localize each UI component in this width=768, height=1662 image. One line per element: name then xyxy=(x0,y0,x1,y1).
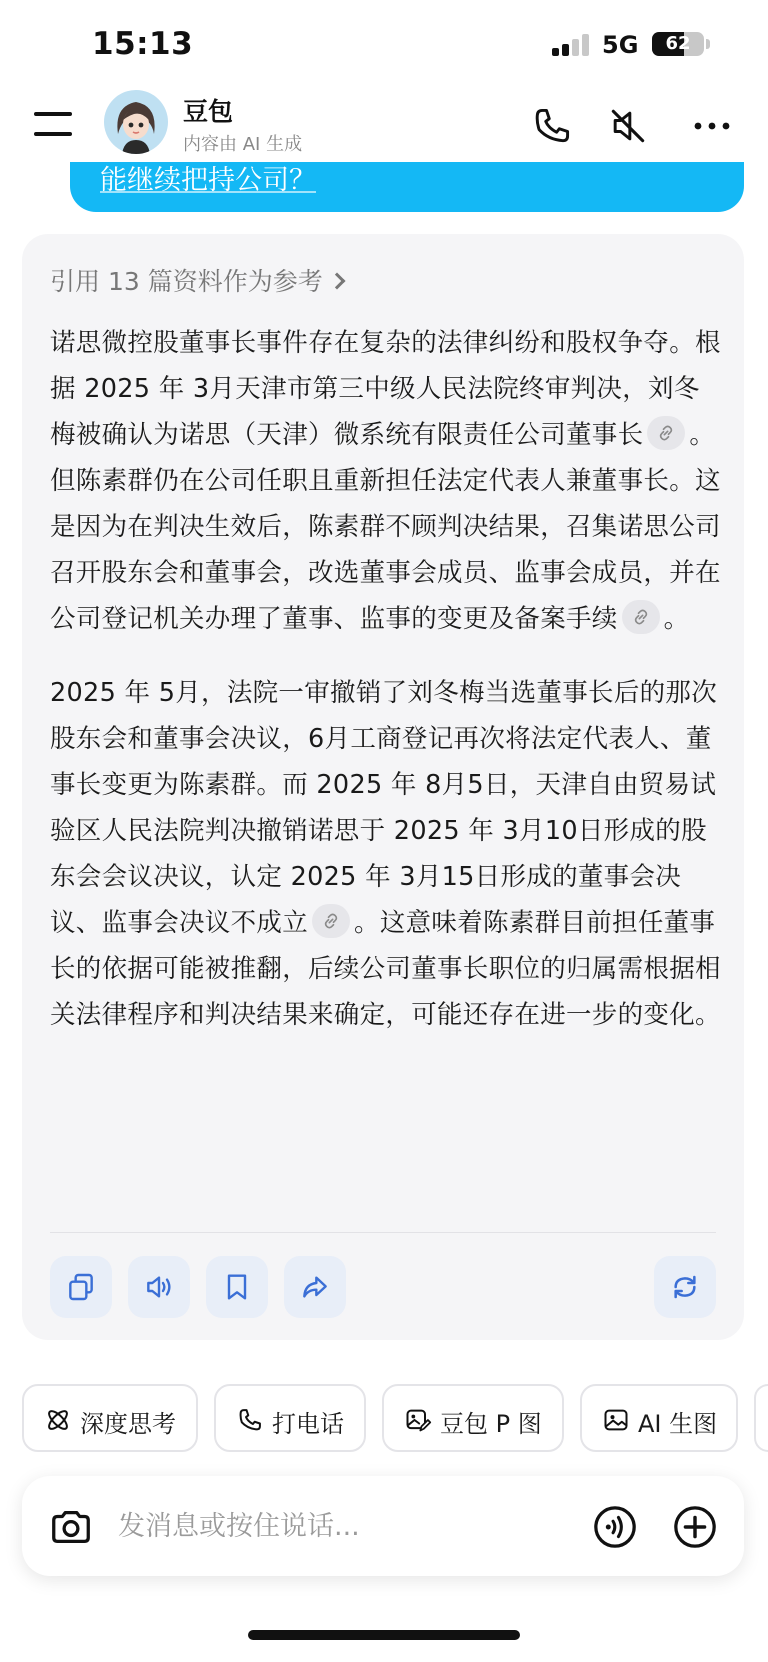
avatar[interactable] xyxy=(104,90,168,154)
bot-name: 豆包 xyxy=(183,97,234,126)
citation-button[interactable] xyxy=(312,904,350,938)
chip-more-offscreen[interactable] xyxy=(754,1384,768,1452)
voice-input-button[interactable] xyxy=(592,1504,638,1550)
copy-icon xyxy=(65,1271,97,1303)
chip-label: 打电话 xyxy=(272,1410,344,1438)
atom-icon xyxy=(44,1406,72,1434)
chip-label: 豆包 P 图 xyxy=(440,1410,542,1438)
ai-generated-label: 内容由 AI 生成 xyxy=(183,134,303,155)
speaker-icon xyxy=(143,1271,175,1303)
menu-icon[interactable] xyxy=(34,108,72,138)
share-button[interactable] xyxy=(284,1256,346,1318)
add-attachment-button[interactable] xyxy=(672,1504,718,1550)
references-link[interactable] xyxy=(50,262,343,298)
copy-button[interactable] xyxy=(50,1256,112,1318)
answer-text-segment: 。这意味着陈素群目前担任董事长的依据可能被推翻，后续公司董事长职位的归属需根据相关法律程序和判决结果来确定，可能还存在进一步的变化。 xyxy=(50,908,721,1030)
camera-icon xyxy=(48,1504,94,1550)
more-icon xyxy=(690,104,734,148)
bookmark-icon xyxy=(221,1271,253,1303)
link-icon xyxy=(631,607,651,627)
chip-image-edit[interactable] xyxy=(382,1384,564,1452)
chip-label: AI 生图 xyxy=(638,1410,718,1438)
network-label: 5G xyxy=(602,31,639,59)
answer-text-segment: 2025 年 5月，法院一审撤销了刘冬梅当选董事长后的那次股东会和董事会决议，6月工商登记再次将法定代表人、董事长变更为陈素群。而 2025 年 8月5日，天津自由贸易试验区人民法院判决撤销诺思于 2025 年 3月10日形成的股东会会议决议，认定 2025 年 3月15日形成的董事会决议、监事会决议不成立 xyxy=(50,678,718,938)
chevron-right-icon xyxy=(328,273,345,290)
divider xyxy=(50,1232,716,1233)
chip-deep-think[interactable] xyxy=(22,1384,198,1452)
bookmark-button[interactable] xyxy=(206,1256,268,1318)
answer-text-segment: 。 xyxy=(663,604,690,634)
image-edit-icon xyxy=(404,1406,432,1434)
home-indicator[interactable] xyxy=(248,1630,520,1640)
signal-icon xyxy=(552,34,592,56)
link-icon xyxy=(656,423,676,443)
voice-wave-icon xyxy=(592,1504,638,1550)
image-icon xyxy=(602,1406,630,1434)
citation-button[interactable] xyxy=(622,600,660,634)
plus-circle-icon xyxy=(672,1504,718,1550)
read-aloud-button[interactable] xyxy=(128,1256,190,1318)
answer-text-segment: 诺思微控股董事长事件存在复杂的法律纠纷和股权争夺。根据 2025 年 3月天津市第三中级人民法院终审判决，刘冬梅被确认为诺思（天津）微系统有限责任公司董事长 xyxy=(50,328,721,450)
chip-label: 深度思考 xyxy=(80,1410,176,1438)
camera-button[interactable] xyxy=(48,1504,94,1550)
battery-icon xyxy=(652,32,704,56)
answer-paragraph-2 xyxy=(50,670,722,1038)
phone-call-button[interactable] xyxy=(530,104,574,148)
link-icon xyxy=(321,911,341,931)
answer-card xyxy=(22,234,744,1340)
user-message-text: 能继续把持公司？ xyxy=(100,165,316,196)
battery-text: 62 xyxy=(665,33,691,54)
citation-button[interactable] xyxy=(647,416,685,450)
chip-ai-image[interactable] xyxy=(580,1384,738,1452)
references-label: 引用 13 篇资料作为参考 xyxy=(50,267,323,296)
share-icon xyxy=(299,1271,331,1303)
status-bar xyxy=(0,0,768,90)
status-time: 15:13 xyxy=(92,26,194,62)
avatar-girl-icon xyxy=(104,90,168,154)
regenerate-button[interactable] xyxy=(654,1256,716,1318)
answer-paragraph-1 xyxy=(50,320,722,642)
refresh-icon xyxy=(669,1271,701,1303)
message-composer xyxy=(22,1476,744,1576)
chip-call[interactable] xyxy=(214,1384,366,1452)
mute-button[interactable] xyxy=(606,104,650,148)
message-input[interactable] xyxy=(118,1502,598,1550)
speaker-muted-icon xyxy=(606,104,650,148)
more-options-button[interactable] xyxy=(690,104,734,148)
chat-header xyxy=(0,90,768,162)
answer-text xyxy=(50,320,722,1066)
phone-icon xyxy=(530,104,574,148)
phone-icon xyxy=(236,1406,264,1434)
battery-tip xyxy=(706,39,710,49)
answer-text-segment: 。但陈素群仍在公司任职且重新担任法定代表人兼董事长。这是因为在判决生效后，陈素群不顾判决结果，召集诺思公司召开股东会和董事会，改选董事会成员、监事会成员，并在公司登记机关办理了董事、监事的变更及备案手续 xyxy=(50,420,721,634)
